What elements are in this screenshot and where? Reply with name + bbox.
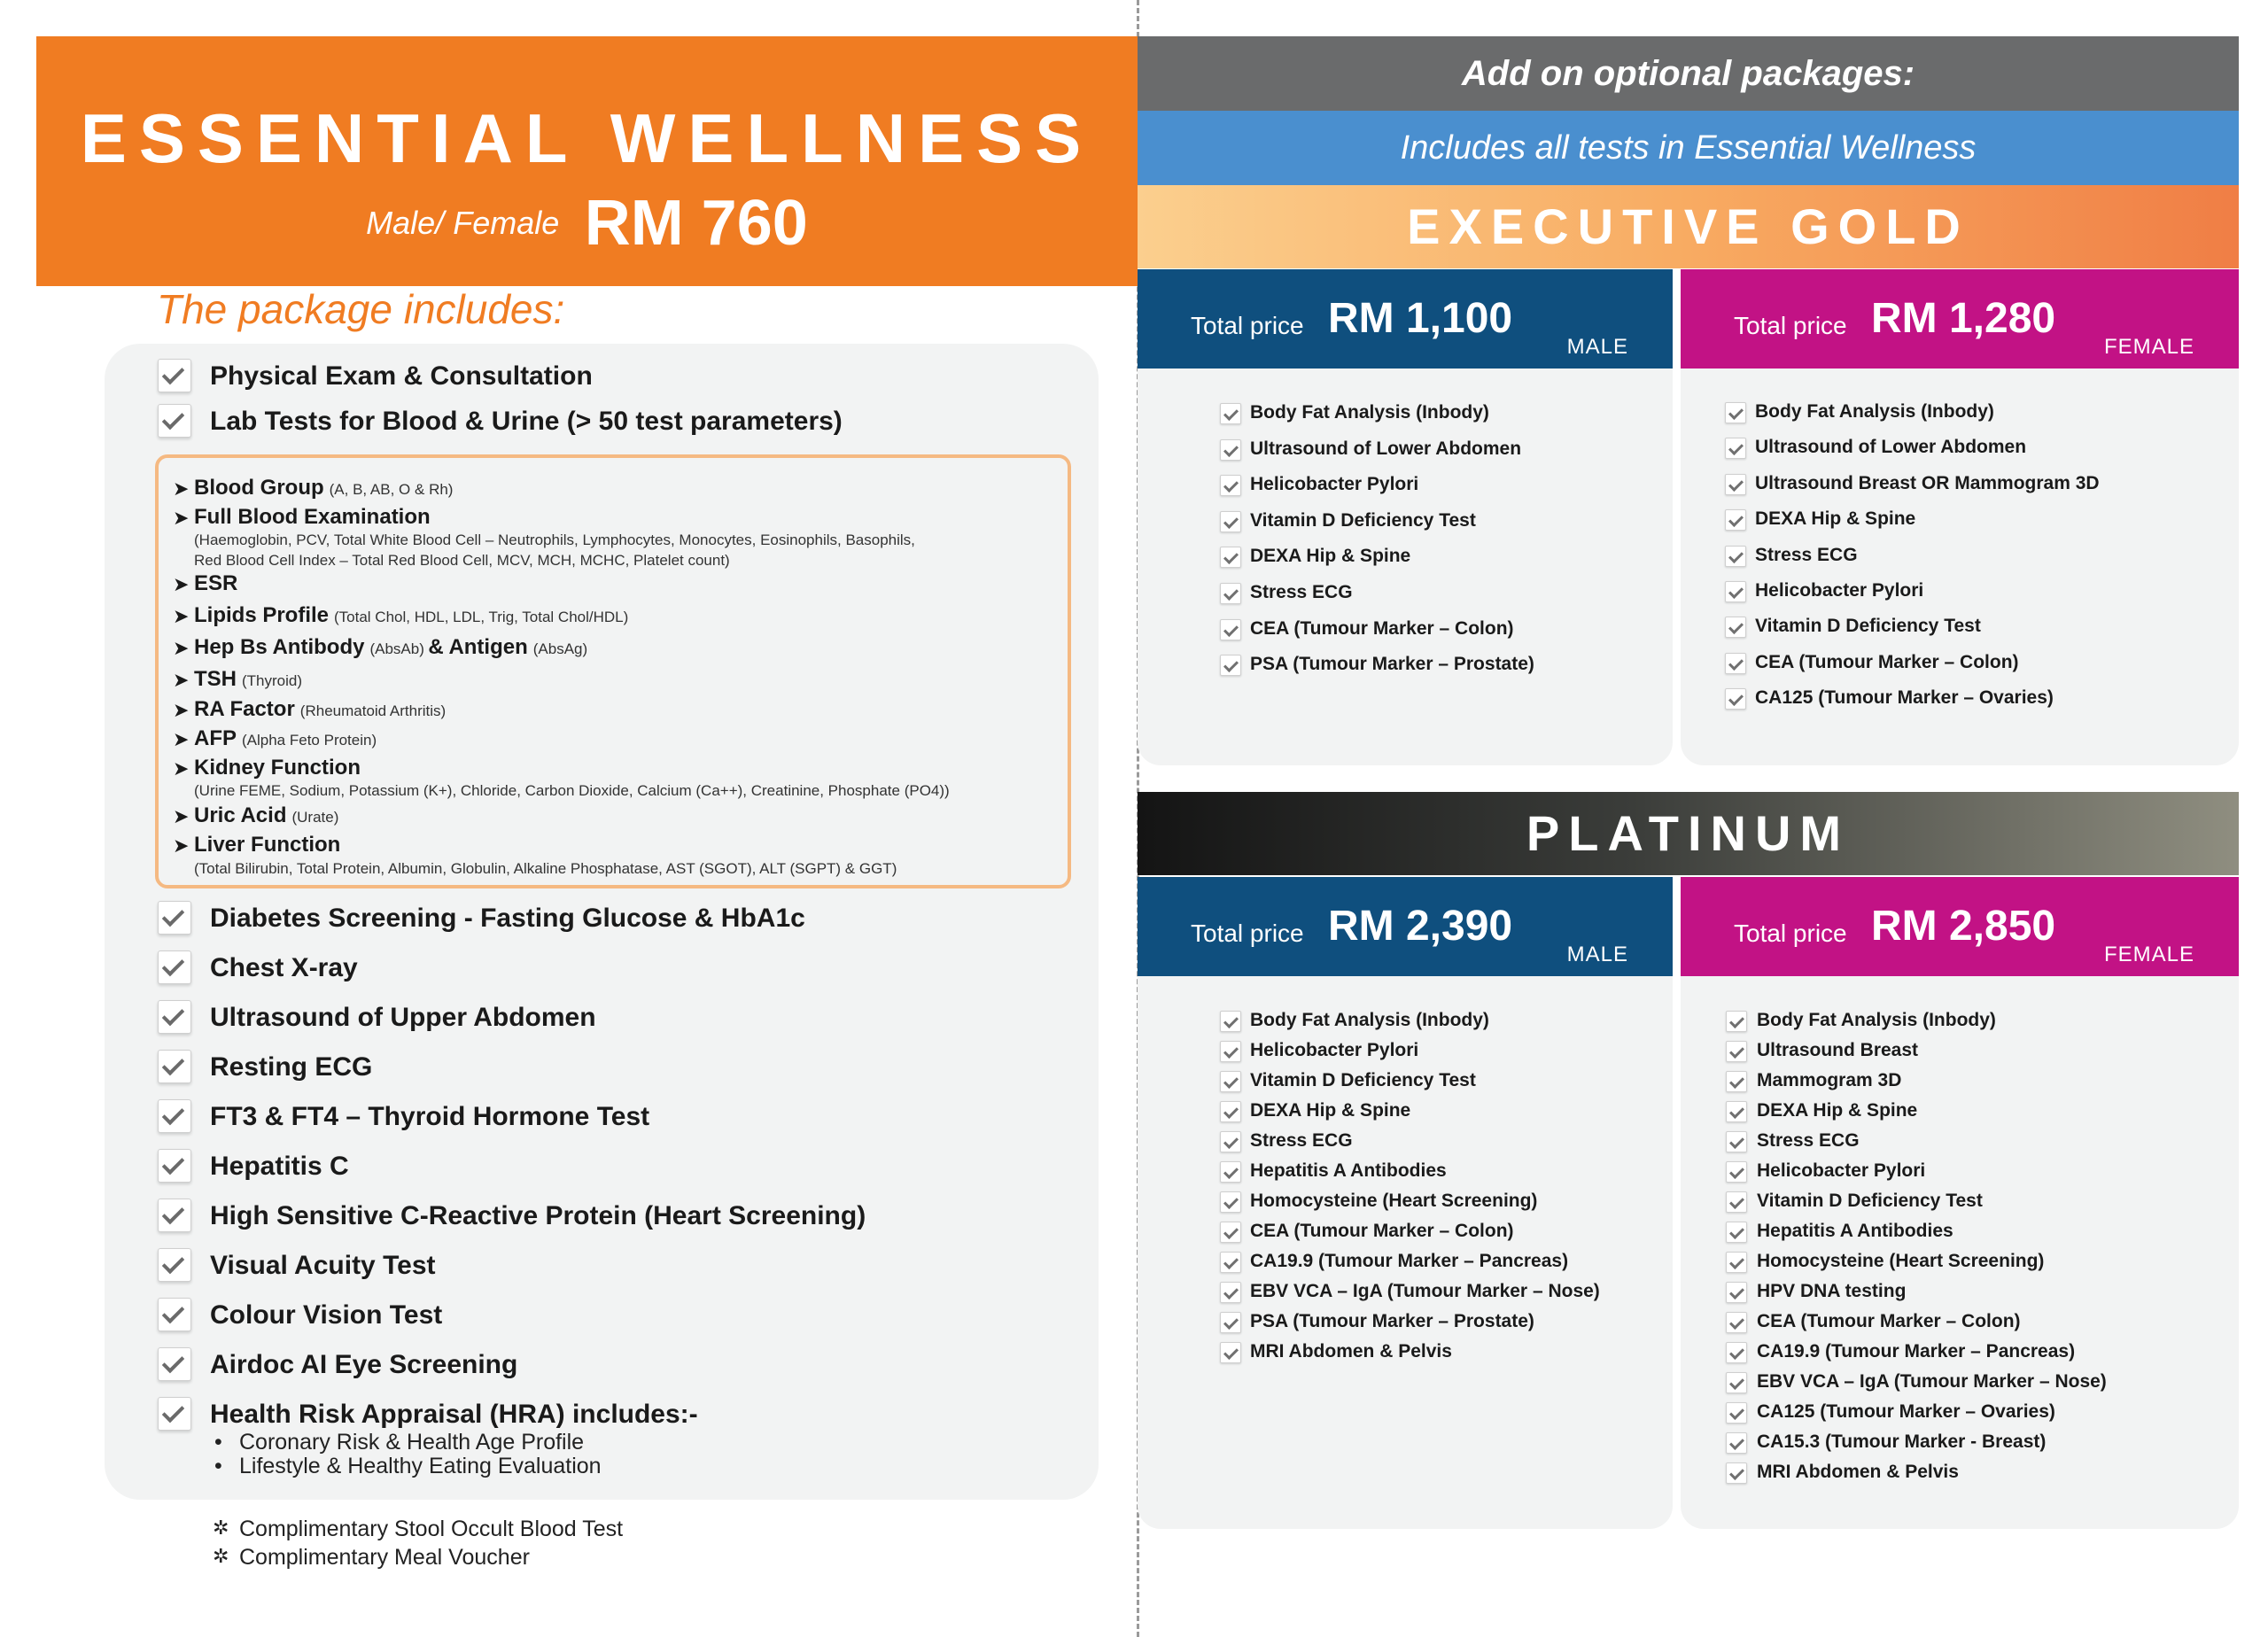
check-icon: [1726, 1191, 1747, 1213]
gold-female-item: Ultrasound Breast OR Mammogram 3D: [1755, 472, 2100, 493]
platinum-female-item: CA19.9 (Tumour Marker – Pancreas): [1757, 1341, 2076, 1362]
check-icon: [1220, 1252, 1241, 1273]
check-icon: [1726, 1312, 1747, 1333]
check-icon: [1725, 688, 1746, 710]
check-icon: [1220, 439, 1241, 461]
package-includes-heading: The package includes:: [157, 286, 565, 332]
platinum-female-item: Vitamin D Deficiency Test: [1757, 1191, 1983, 1211]
check-icon: [1726, 1222, 1747, 1243]
essential-item: Chest X-ray: [210, 953, 358, 982]
check-icon: [1220, 1101, 1241, 1122]
check-icon: [158, 901, 191, 935]
lab-test-uric-acid: ➤ Uric Acid (Urate): [173, 803, 339, 827]
lab-test-lipids: ➤ Lipids Profile (Total Chol, HDL, LDL, Trig, Total Chol/HDL): [173, 603, 629, 627]
gold-female-item: DEXA Hip & Spine: [1755, 508, 1916, 530]
check-icon: [1725, 438, 1746, 459]
lab-test-liver-detail: (Total Bilirubin, Total Protein, Albumin, Globulin, Alkaline Phosphatase, AST (SGOT), ALT (SGPT) & GGT): [194, 860, 897, 877]
essential-price: RM 760: [584, 188, 808, 259]
check-icon: [1726, 1161, 1747, 1183]
check-icon: [1220, 583, 1241, 604]
platinum-female-price: RM 2,850: [1871, 903, 2056, 950]
arrow-right-icon: ➤: [173, 805, 190, 827]
platinum-female-item: MRI Abdomen & Pelvis: [1757, 1462, 1959, 1482]
check-icon: [1220, 475, 1241, 496]
lab-test-tsh: ➤ TSH (Thyroid): [173, 667, 303, 691]
platinum-female-item: Stress ECG: [1757, 1130, 1860, 1151]
check-icon: [1220, 547, 1241, 568]
gold-female-item: CA125 (Tumour Marker – Ovaries): [1755, 687, 2054, 709]
gold-female-item: Body Fat Analysis (Inbody): [1755, 401, 1994, 422]
platinum-male-item: Body Fat Analysis (Inbody): [1250, 1010, 1489, 1030]
check-icon: [1726, 1432, 1747, 1454]
arrow-right-icon: ➤: [173, 669, 190, 691]
arrow-right-icon: ➤: [173, 605, 190, 627]
arrow-right-icon: ➤: [173, 699, 190, 721]
essential-gender: Male/ Female: [366, 205, 560, 241]
essential-item: Physical Exam & Consultation: [210, 361, 593, 391]
check-icon: [158, 950, 191, 984]
lab-test-hep-bs: ➤ Hep Bs Antibody (AbsAb) & Antigen (AbsAg): [173, 635, 588, 659]
arrow-right-icon: ➤: [173, 757, 190, 780]
lab-test-esr: ➤ ESR: [173, 571, 238, 595]
check-icon: [1220, 619, 1241, 640]
check-icon: [158, 1347, 191, 1381]
gold-female-item: CEA (Tumour Marker – Colon): [1755, 651, 2019, 672]
price-label: Total price: [1191, 919, 1304, 947]
gold-male-item: PSA (Tumour Marker – Prostate): [1250, 654, 1534, 675]
platinum-female-item: DEXA Hip & Spine: [1757, 1100, 1918, 1121]
check-icon: [1726, 1071, 1747, 1092]
platinum-female-item: CEA (Tumour Marker – Colon): [1757, 1311, 2021, 1331]
check-icon: [1220, 403, 1241, 424]
platinum-title: PLATINUM: [1138, 792, 2239, 875]
check-icon: [158, 359, 191, 392]
gold-male-item: Vitamin D Deficiency Test: [1250, 509, 1476, 531]
gender-label: FEMALE: [2103, 335, 2194, 359]
check-icon: [1726, 1131, 1747, 1152]
platinum-female-item: EBV VCA – IgA (Tumour Marker – Nose): [1757, 1371, 2107, 1392]
check-icon: [1725, 474, 1746, 495]
essential-item: Colour Vision Test: [210, 1300, 443, 1330]
check-icon: [1220, 655, 1241, 676]
complimentary-note: ✲ Complimentary Meal Voucher: [213, 1545, 530, 1570]
platinum-female-price-box: [1681, 877, 2239, 976]
gender-label: MALE: [1566, 943, 1628, 966]
arrow-right-icon: ➤: [173, 637, 190, 659]
gold-male-price: RM 1,100: [1328, 295, 1513, 342]
platinum-female-item: CA125 (Tumour Marker – Ovaries): [1757, 1401, 2055, 1422]
platinum-male-item: Stress ECG: [1250, 1130, 1353, 1151]
gold-male-item: Ultrasound of Lower Abdomen: [1250, 438, 1522, 459]
platinum-male-item: Vitamin D Deficiency Test: [1250, 1070, 1476, 1090]
gold-male-price-box: [1138, 269, 1673, 369]
asterisk-icon: ✲: [213, 1517, 229, 1539]
check-icon: [1725, 402, 1746, 423]
platinum-male-item: DEXA Hip & Spine: [1250, 1100, 1411, 1121]
hra-bullet: • Coronary Risk & Health Age Profile: [239, 1430, 584, 1455]
platinum-female-item: Homocysteine (Heart Screening): [1757, 1251, 2045, 1271]
platinum-female-item: Ultrasound Breast: [1757, 1040, 1919, 1060]
platinum-male-item: Homocysteine (Heart Screening): [1250, 1191, 1538, 1211]
check-icon: [158, 404, 191, 438]
essential-item: Ultrasound of Upper Abdomen: [210, 1003, 596, 1032]
platinum-female-item: CA15.3 (Tumour Marker - Breast): [1757, 1431, 2047, 1452]
check-icon: [1220, 1161, 1241, 1183]
price-label: Total price: [1734, 312, 1847, 339]
check-icon: [1726, 1282, 1747, 1303]
check-icon: [158, 1397, 191, 1431]
asterisk-icon: ✲: [213, 1545, 229, 1567]
check-icon: [158, 1000, 191, 1034]
arrow-right-icon: ➤: [173, 507, 190, 529]
gold-male-item: Helicobacter Pylori: [1250, 474, 1419, 495]
check-icon: [158, 1248, 191, 1282]
platinum-female-item: Mammogram 3D: [1757, 1070, 1902, 1090]
check-icon: [1220, 1011, 1241, 1032]
check-icon: [1726, 1402, 1747, 1424]
platinum-male-item: EBV VCA – IgA (Tumour Marker – Nose): [1250, 1281, 1600, 1301]
platinum-male-item: PSA (Tumour Marker – Prostate): [1250, 1311, 1534, 1331]
gold-female-item: Stress ECG: [1755, 544, 1858, 565]
essential-item: Airdoc AI Eye Screening: [210, 1350, 518, 1379]
gender-label: MALE: [1566, 335, 1628, 359]
gold-male-item: DEXA Hip & Spine: [1250, 546, 1411, 567]
platinum-male-item: Hepatitis A Antibodies: [1250, 1160, 1447, 1181]
lab-test-kidney-detail: (Urine FEME, Sodium, Potassium (K+), Chloride, Carbon Dioxide, Calcium (Ca++), Creatinine, Phosphate (PO4)): [194, 782, 950, 799]
check-icon: [1220, 1312, 1241, 1333]
gold-female-price: RM 1,280: [1871, 295, 2056, 342]
arrow-right-icon: ➤: [173, 728, 190, 750]
check-icon: [1726, 1101, 1747, 1122]
gold-male-item: CEA (Tumour Marker – Colon): [1250, 617, 1514, 639]
arrow-right-icon: ➤: [173, 834, 190, 857]
arrow-right-icon: ➤: [173, 573, 190, 595]
check-icon: [1725, 509, 1746, 531]
check-icon: [1220, 1041, 1241, 1062]
essential-item: Lab Tests for Blood & Urine (> 50 test parameters): [210, 407, 843, 436]
gold-female-item: Vitamin D Deficiency Test: [1755, 616, 1981, 637]
essential-item: Health Risk Appraisal (HRA) includes:-: [210, 1400, 698, 1429]
essential-item: Visual Acuity Test: [210, 1251, 436, 1280]
addon-header: Add on optional packages:: [1138, 36, 2239, 111]
check-icon: [1726, 1372, 1747, 1393]
lab-test-fbe-detail: (Haemoglobin, PCV, Total White Blood Cell – Neutrophils, Lymphocytes, Monocytes, Eosinophils, Basophils,: [194, 531, 915, 548]
platinum-male-item: CA19.9 (Tumour Marker – Pancreas): [1250, 1251, 1569, 1271]
lab-test-liver: ➤ Liver Function: [173, 833, 341, 857]
platinum-female-item: HPV DNA testing: [1757, 1281, 1907, 1301]
essential-price-row: [36, 187, 1138, 260]
lab-tests-box: [155, 454, 1071, 888]
check-icon: [1220, 1131, 1241, 1152]
platinum-male-item: MRI Abdomen & Pelvis: [1250, 1341, 1452, 1362]
check-icon: [1220, 511, 1241, 532]
check-icon: [1726, 1252, 1747, 1273]
essential-title: ESSENTIAL WELLNESS: [80, 99, 1094, 177]
executive-gold-title: EXECUTIVE GOLD: [1138, 185, 2239, 268]
complimentary-note: ✲ Complimentary Stool Occult Blood Test: [213, 1517, 624, 1541]
check-icon: [158, 1099, 191, 1133]
lab-test-ra-factor: ➤ RA Factor (Rheumatoid Arthritis): [173, 697, 447, 721]
check-icon: [1725, 617, 1746, 638]
platinum-female-item: Body Fat Analysis (Inbody): [1757, 1010, 1996, 1030]
platinum-female-item: Hepatitis A Antibodies: [1757, 1221, 1953, 1241]
addon-includes-banner: Includes all tests in Essential Wellness: [1138, 111, 2239, 185]
check-icon: [158, 1050, 191, 1083]
check-icon: [158, 1149, 191, 1183]
check-icon: [1726, 1011, 1747, 1032]
essential-item: Hepatitis C: [210, 1152, 349, 1181]
check-icon: [1726, 1462, 1747, 1484]
platinum-male-price-box: [1138, 877, 1673, 976]
lab-test-fbe-detail: Red Blood Cell Index – Total Red Blood Cell, MCV, MCH, MCHC, Platelet count): [194, 552, 730, 569]
gold-male-item: Body Fat Analysis (Inbody): [1250, 402, 1489, 423]
check-icon: [1725, 581, 1746, 602]
platinum-male-price: RM 2,390: [1328, 903, 1513, 950]
check-icon: [1726, 1041, 1747, 1062]
arrow-right-icon: ➤: [173, 477, 190, 500]
check-icon: [1220, 1222, 1241, 1243]
check-icon: [1725, 653, 1746, 674]
check-icon: [1220, 1191, 1241, 1213]
gender-label: FEMALE: [2103, 943, 2194, 966]
gold-female-item: Ultrasound of Lower Abdomen: [1755, 437, 2027, 458]
check-icon: [1220, 1342, 1241, 1363]
platinum-male-item: CEA (Tumour Marker – Colon): [1250, 1221, 1514, 1241]
check-icon: [1726, 1342, 1747, 1363]
essential-item: FT3 & FT4 – Thyroid Hormone Test: [210, 1102, 650, 1131]
gold-female-price-box: [1681, 269, 2239, 369]
check-icon: [1220, 1282, 1241, 1303]
check-icon: [1725, 546, 1746, 567]
platinum-male-item: Helicobacter Pylori: [1250, 1040, 1419, 1060]
price-label: Total price: [1191, 312, 1304, 339]
essential-item: Diabetes Screening - Fasting Glucose & HbA1c: [210, 904, 805, 933]
lab-test-kidney: ➤ Kidney Function: [173, 756, 361, 780]
lab-test-fbe: ➤ Full Blood Examination: [173, 505, 431, 529]
essential-item: Resting ECG: [210, 1052, 373, 1082]
check-icon: [1220, 1071, 1241, 1092]
price-label: Total price: [1734, 919, 1847, 947]
check-icon: [158, 1199, 191, 1232]
gold-female-item: Helicobacter Pylori: [1755, 580, 1924, 601]
check-icon: [158, 1298, 191, 1331]
lab-test-afp: ➤ AFP (Alpha Feto Protein): [173, 726, 377, 750]
essential-wellness-header: [36, 36, 1138, 286]
hra-bullet: • Lifestyle & Healthy Eating Evaluation: [239, 1454, 602, 1479]
platinum-female-item: Helicobacter Pylori: [1757, 1160, 1926, 1181]
lab-test-blood-group: ➤ Blood Group (A, B, AB, O & Rh): [173, 476, 454, 500]
essential-item: High Sensitive C-Reactive Protein (Heart Screening): [210, 1201, 866, 1230]
gold-male-item: Stress ECG: [1250, 582, 1353, 602]
